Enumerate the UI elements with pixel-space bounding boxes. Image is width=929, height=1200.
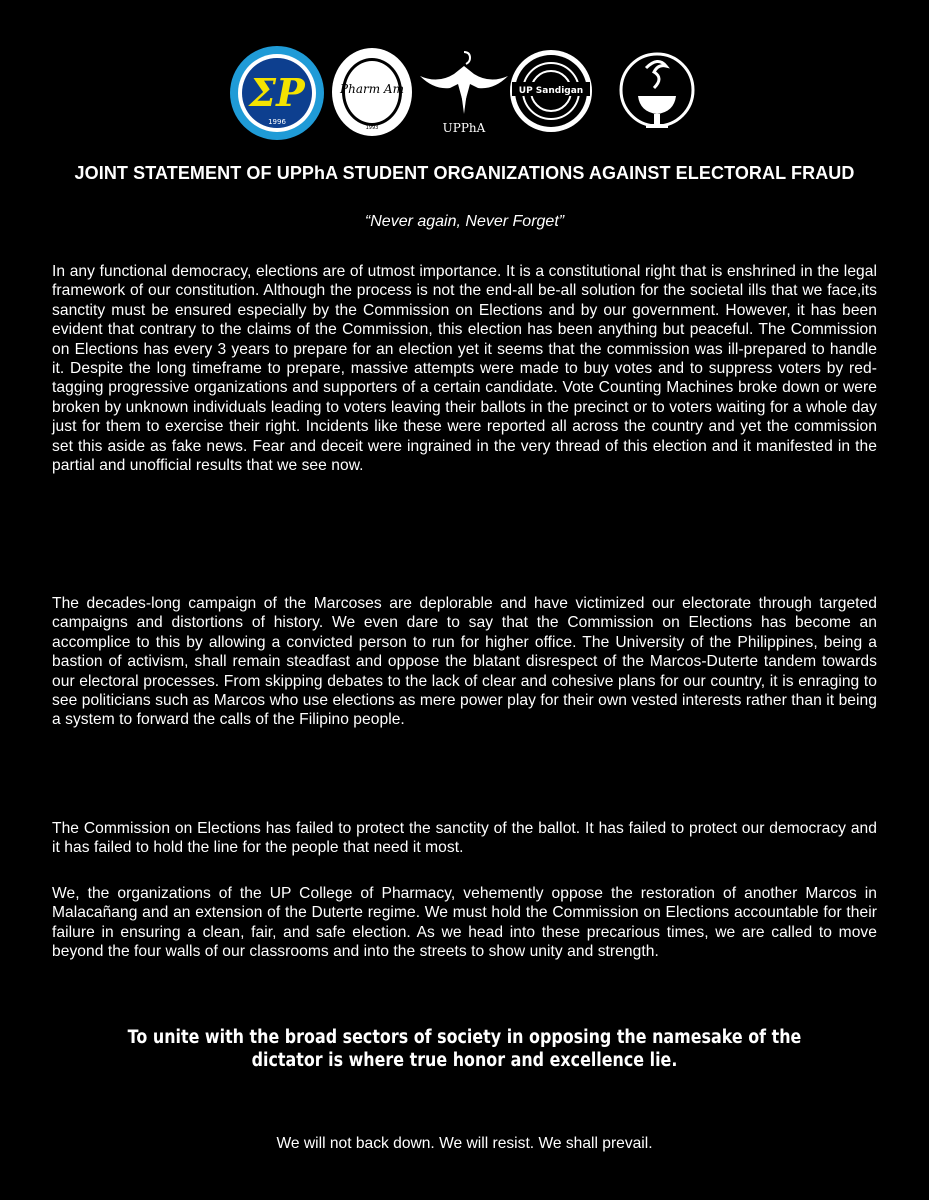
closing-statement: To unite with the broad sectors of society in opposing the namesake of the dictator is where true honor and excellence lie.	[127, 1027, 802, 1071]
sigma-pi-logo	[228, 44, 326, 142]
uppha-logo-text: UPPhA	[442, 121, 486, 135]
organization-logos	[0, 42, 929, 142]
up-sandigan-logo	[508, 48, 594, 134]
body-paragraph-1: In any functional democracy, elections are of utmost importance. It is a constitutional right that is enshrined in the legal framework of our constitution. Although the process is not the end-all be-all solution for the societal ills that we face,its sanctity must be ensured especially by the Commission on Elections and by our government. However, it has been evident that contrary to the claims of the Commission, this election has been anything but peaceful. The Commission on Elections has every 3 years to prepare for an election yet it seems that the commission was ill-prepared to handle it. Despite the long timeframe to prepare, massive attempts were made to buy votes and to suppress voters by red-tagging progressive organizations and supporters of a certain candidate. Vote Counting Machines broke down or were broken by unknown individuals leading to voters leaving their ballots in the precinct or to voters waiting for a whole day just for them to exercise their right. Incidents like these were reported all across the country and yet the commission set this aside as fake news. Fear and deceit were ingrained in the very thread of this election and it manifested in the partial and unofficial results that we see now.	[52, 263, 877, 475]
body-paragraph-2: The decades-long campaign of the Marcoses are deplorable and have victimized our electorate through targeted campaigns and distortions of history. We even dare to say that the Commission on Elections has become an accomplice to this by allowing a convicted person to run for higher office. The University of the Philippines, being a bastion of activism, shall remain steadfast and oppose the blatant disrespect of the Marcos-Duterte tandem towards our electoral processes. From skipping debates to the lack of clear and cohesive plans for our country, it is enraging to see politicians such as Marcos who use elections as mere power play for their own vested interests rather than it being a system to forward the calls of the Filipino people.	[52, 595, 877, 729]
body-paragraph-3: The Commission on Elections has failed to protect the sanctity of the ballot. It has failed to protect our democracy and it has failed to hold the line for the people that need it most.	[52, 820, 877, 857]
body-paragraph-4: We, the organizations of the UP College of Pharmacy, vehemently oppose the restoration of another Marcos in Malacañang and an extension of the Duterte regime. We must hold the Commission on Elections accountable for their failure in ensuring a clean, fair, and safe election. As we head into these precarious times, we are called to move beyond the four walls of our classrooms and into the streets to show unity and strength.	[52, 885, 877, 961]
final-line: We will not back down. We will resist. We shall prevail.	[276, 1135, 653, 1152]
pharmacy-junior-ambassadors-logo	[330, 46, 414, 138]
statement-subtitle: “Never again, Never Forget”	[364, 213, 565, 230]
pharmacy-junior-ambassadors-logo-text: Pharm Am	[340, 82, 404, 96]
pharmacy-junior-ambassadors-year: 1993	[365, 125, 379, 131]
up-sandigan-logo-text: UP Sandigan	[518, 86, 584, 96]
statement-title: JOINT STATEMENT OF UPPhA STUDENT ORGANIZATIONS AGAINST ELECTORAL FRAUD	[74, 163, 855, 183]
uppha-logo	[414, 44, 514, 136]
bowl-of-hygieia-logo	[618, 48, 696, 136]
sigma-pi-logo-year: 1996	[268, 118, 286, 126]
sigma-pi-logo-text: ΣP	[249, 70, 305, 115]
